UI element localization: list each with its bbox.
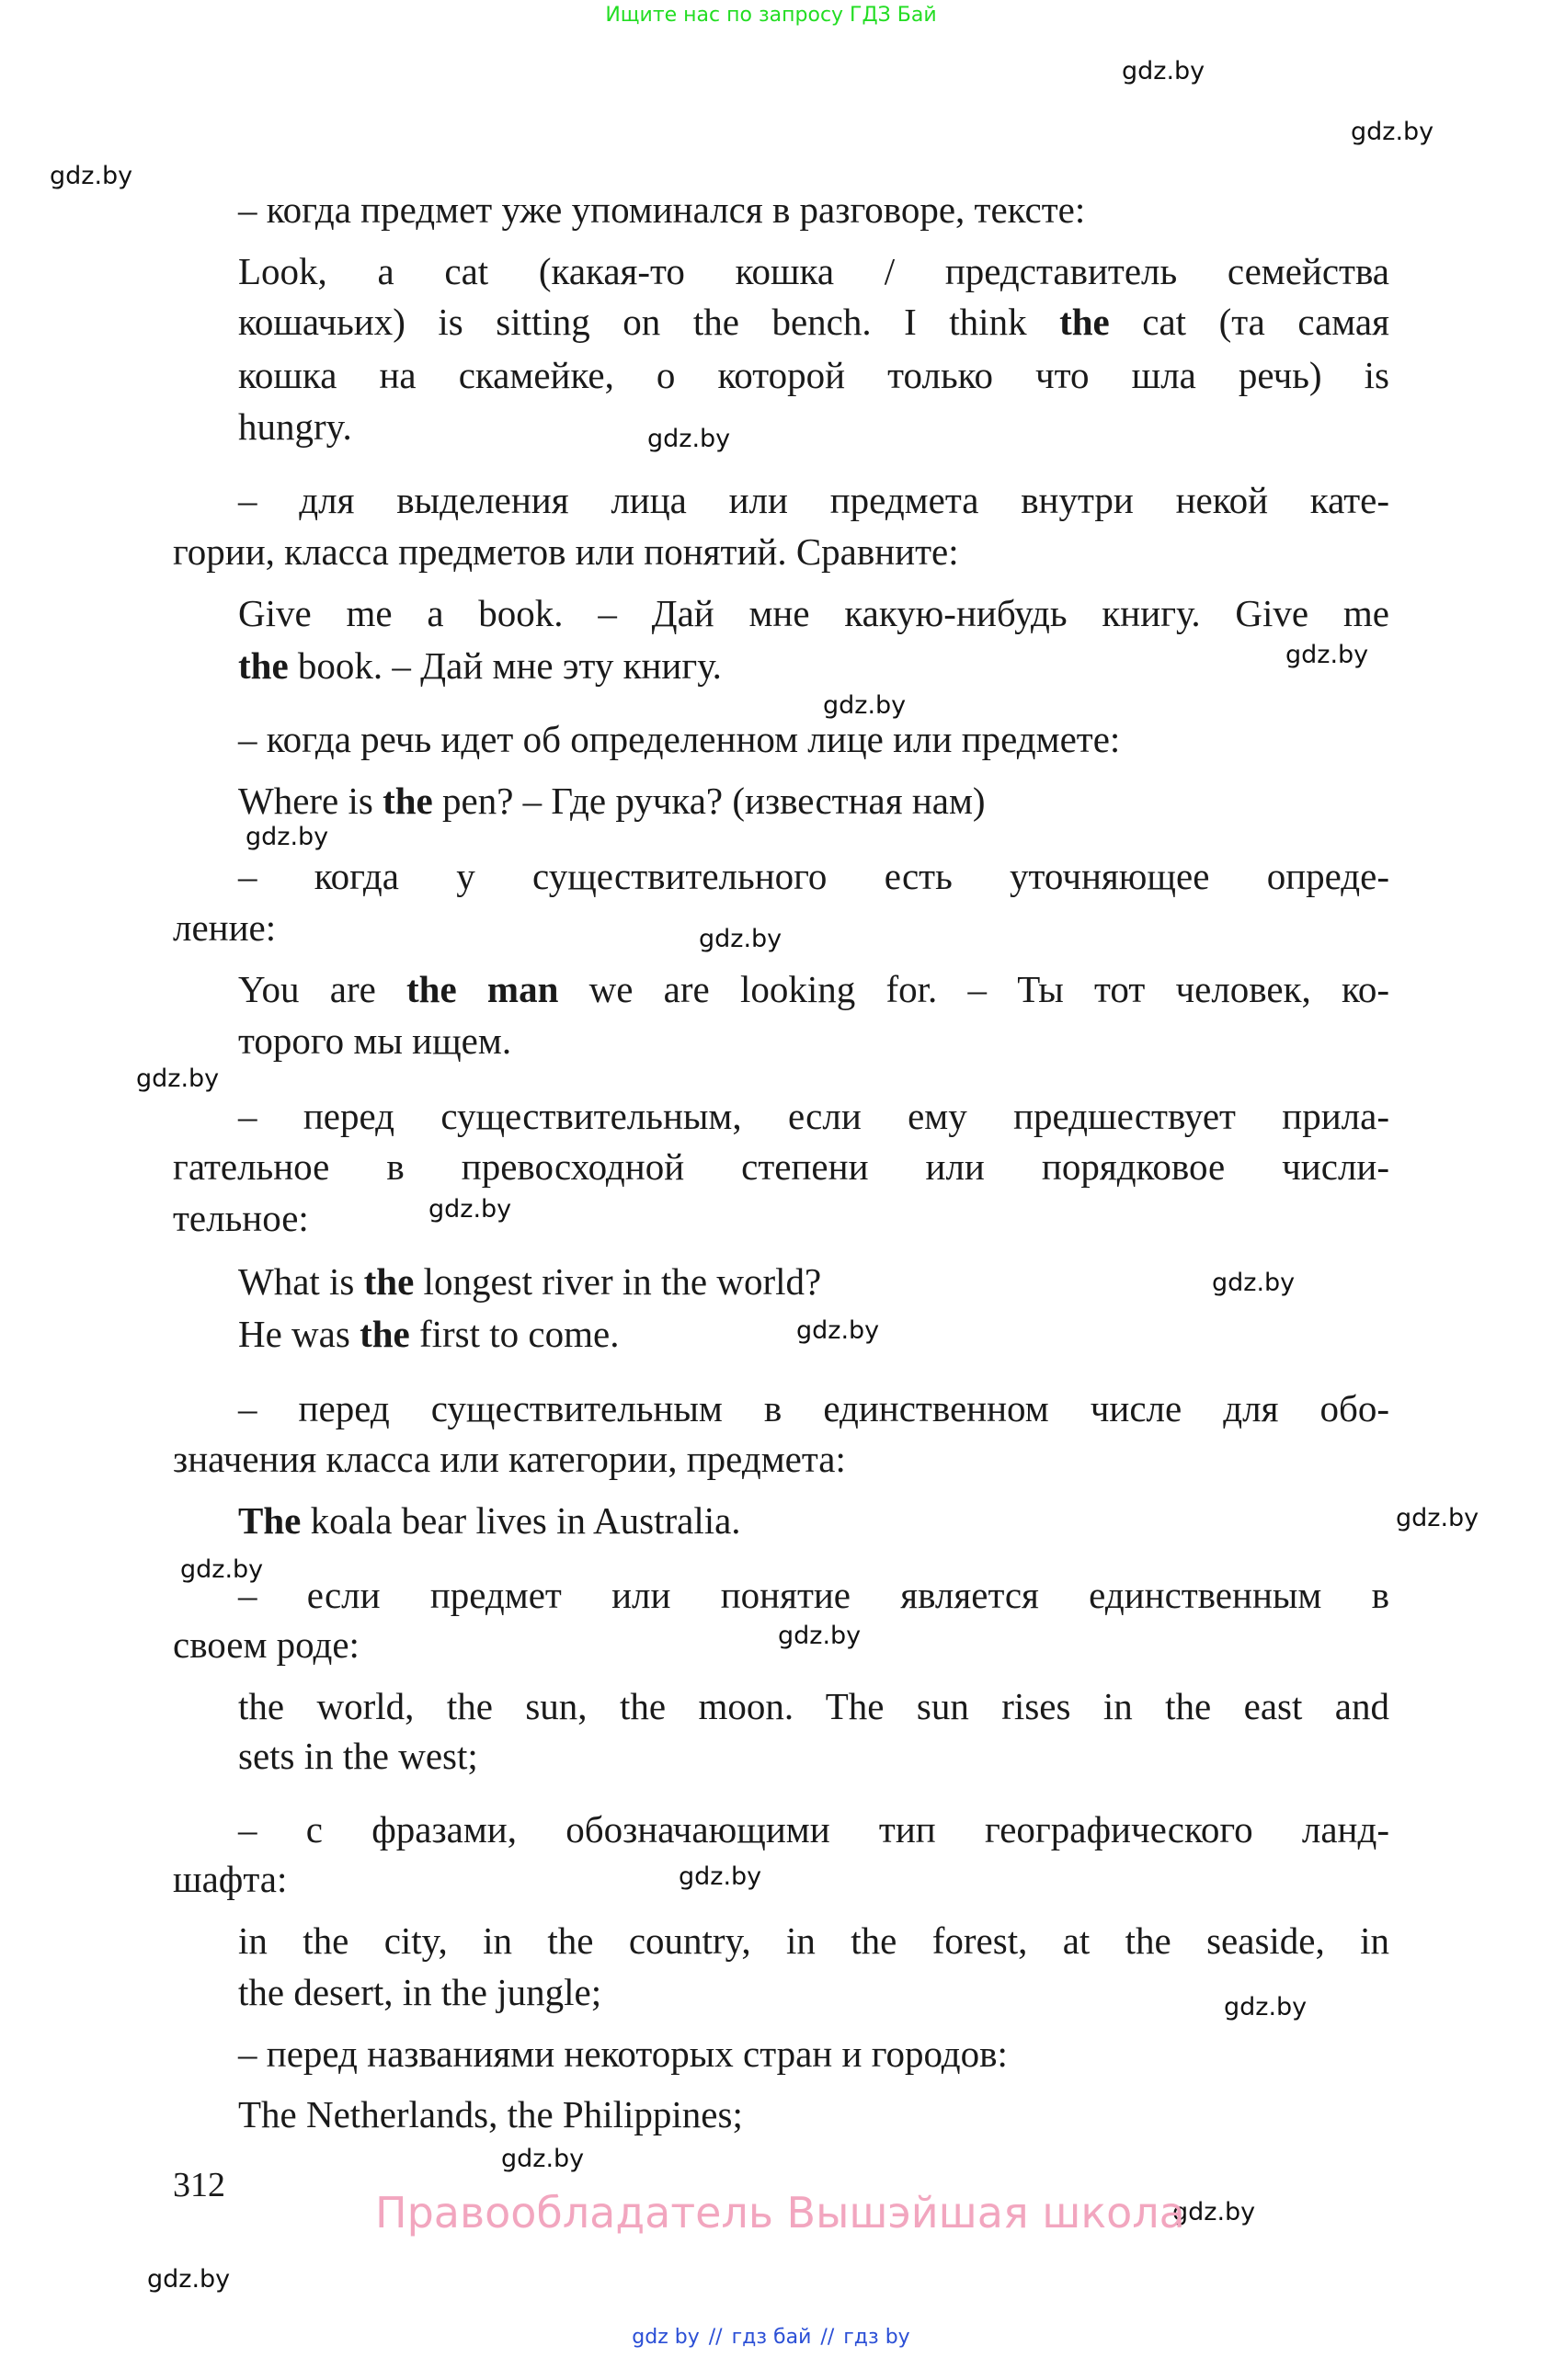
example-line: Give me a book. – Дай мне какую-нибудь книгу. Give me [238,592,1389,634]
example-line: the book. – Дай мне эту книгу. [238,644,722,687]
watermark: gdz.by [147,2265,231,2294]
rule-text: – когда предмет уже упоминался в разговоре, тексте: [238,188,1086,231]
rule-text: – когда речь идет об определенном лице или предмете: [238,718,1121,760]
watermark: gdz.by [679,1862,762,1891]
watermark: gdz.by [1285,641,1369,669]
example-line: sets in the west; [238,1735,478,1777]
page-number: 312 [173,2166,225,2204]
example-line: He was the first to come. [238,1313,620,1355]
watermark: gdz.by [778,1622,862,1650]
rule-text: – для выделения лица или предмета внутри некой кате- [238,479,1389,521]
top-promo-banner[interactable]: Ищите нас по запросу ГДЗ Бай [605,4,937,27]
example-line: Where is the pen? – Где ручка? (известная нам) [238,780,986,822]
rule-text: значения класса или категории, предмета: [173,1438,846,1480]
example-line: кошка на скамейке, о которой только что шла речь) is [238,354,1389,396]
rule-text: – если предмет или понятие является единственным в [238,1574,1389,1616]
footer-links [0,2326,1542,2349]
watermark: gdz.by [428,1195,512,1224]
watermark: gdz.by [647,425,731,453]
example-line: You are the man we are looking for. – Ты тот человек, ко- [238,968,1390,1010]
watermark: gdz.by [180,1555,264,1584]
rule-text: тельное: [173,1197,309,1239]
example-line: the world, the sun, the moon. The sun rises in the east and [238,1685,1389,1727]
rule-text: шафта: [173,1858,288,1900]
footer-link[interactable]: гдз by [843,2326,910,2349]
footer-link[interactable]: гдз бай [731,2326,812,2349]
example-line: Look, a cat (какая-то кошка / представитель семейства [238,250,1389,292]
example-line: What is the longest river in the world? [238,1260,822,1303]
rule-text: гории, класса предметов или понятий. Сравните: [173,530,959,573]
watermark: gdz.by [1396,1504,1479,1532]
example-line: the desert, in the jungle; [238,1971,602,2013]
separator: // [708,2326,723,2349]
watermark: gdz.by [1351,118,1434,146]
example-line: hungry. [238,405,352,448]
rule-text: – когда у существительного есть уточняющее опреде- [238,855,1389,897]
example-line: кошачьих) is sitting on the bench. I think the cat (та самая [238,301,1389,343]
example-line: in the city, in the country, in the forest, at the seaside, in [238,1919,1389,1962]
watermark: gdz.by [501,2145,585,2173]
watermark: gdz.by [699,925,782,953]
example-line: The koala bear lives in Australia. [238,1499,741,1542]
rule-text: ление: [173,906,277,949]
rule-text: – перед названиями некоторых стран и городов: [238,2033,1008,2075]
watermark: gdz.by [796,1316,880,1345]
watermark: gdz.by [136,1065,220,1093]
watermark: gdz.by [1172,2198,1256,2226]
copyright-notice: Правообладатель Вышэйшая школа [375,2188,1185,2238]
watermark: gdz.by [50,162,133,190]
rule-text: – перед существительным, если ему предшествует прила- [238,1095,1389,1137]
watermark: gdz.by [823,691,907,720]
rule-text: гательное в превосходной степени или порядковое числи- [173,1145,1389,1188]
footer-link[interactable]: gdz by [632,2326,700,2349]
rule-text: – с фразами, обозначающими тип географического ланд- [238,1808,1389,1850]
watermark: gdz.by [1212,1269,1296,1297]
rule-text: своем роде: [173,1623,360,1666]
rule-text: – перед существительным в единственном числе для обо- [238,1387,1389,1429]
watermark: gdz.by [246,823,329,851]
example-line: торого мы ищем. [238,1019,512,1062]
example-line: The Netherlands, the Philippines; [238,2093,743,2135]
watermark: gdz.by [1224,1993,1308,2021]
watermark: gdz.by [1122,57,1205,85]
separator: // [820,2326,835,2349]
